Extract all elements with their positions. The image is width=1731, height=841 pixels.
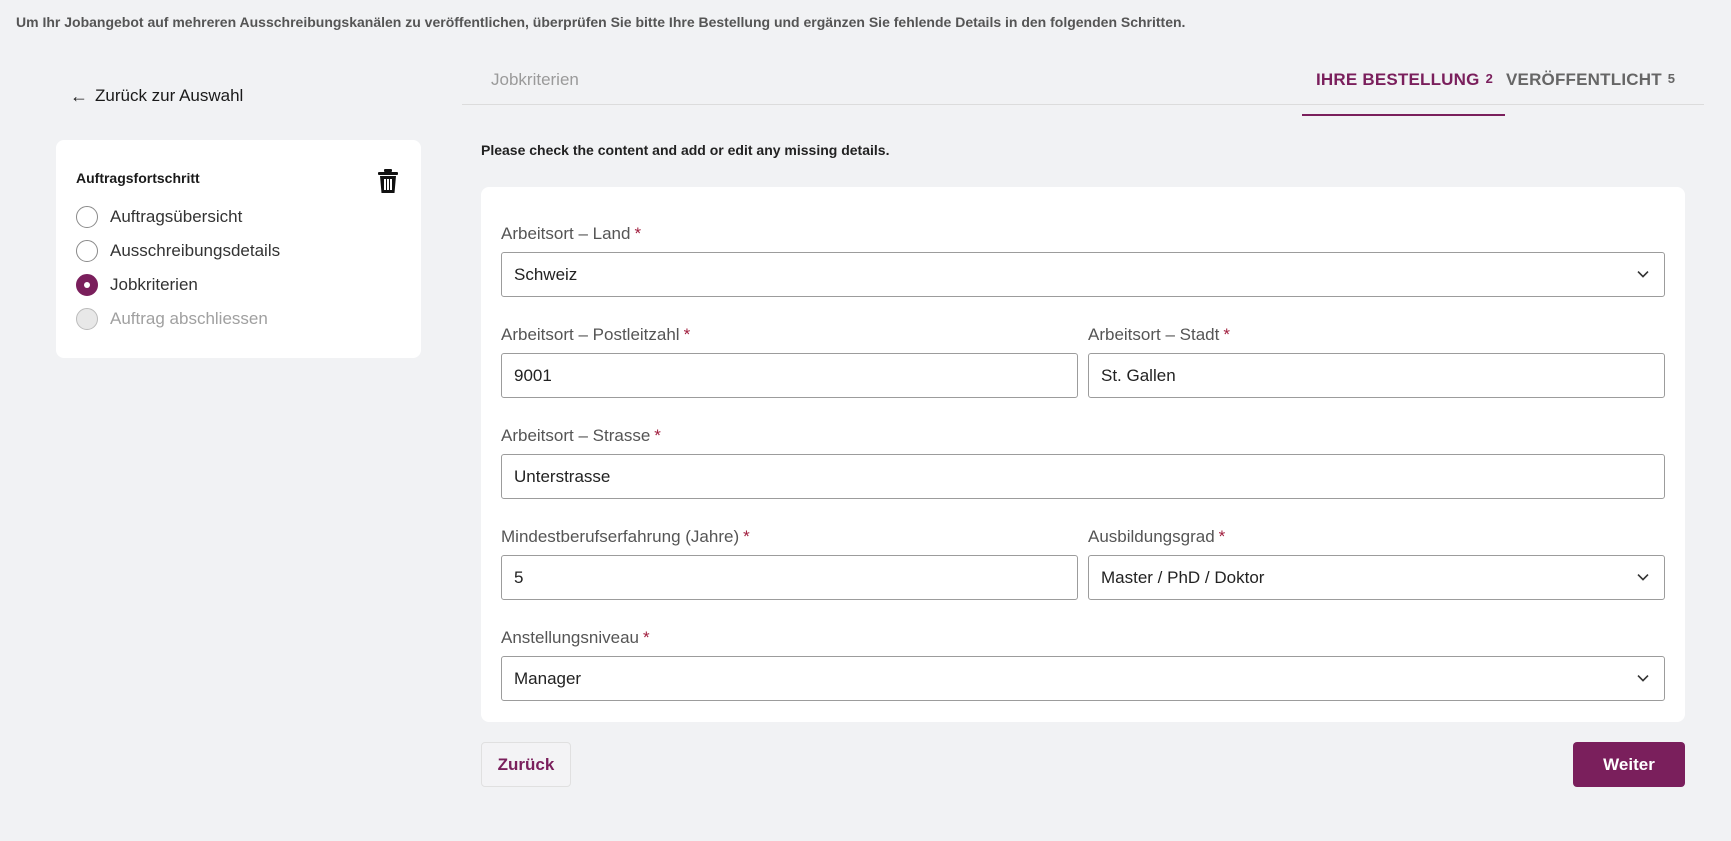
tab-published[interactable] [1506,70,1675,90]
city-value: St. Gallen [1101,365,1176,385]
step-label: Auftrag abschliessen [110,309,268,328]
experience-label: Mindestberufserfahrung (Jahre) * [501,527,750,546]
chevron-down-icon [1636,266,1650,280]
education-value: Master / PhD / Doktor [1101,567,1265,587]
step-radio [76,240,98,262]
experience-field [501,527,1078,600]
tab-label: IHRE BESTELLUNG [1316,70,1480,89]
back-link-label: Zurück zur Auswahl [95,86,244,105]
chevron-down-icon [1636,670,1650,684]
info-text: Um Ihr Jobangebot auf mehreren Ausschreibungskanälen zu veröffentlichen, überprüfen Sie bitte Ihre Bestellung und ergänzen Sie fehlende Details in den folgenden Schritten. [16,14,1186,30]
required-mark: * [683,325,691,344]
tab-your-order[interactable] [1302,70,1505,115]
trash-icon[interactable] [377,168,399,194]
city-input[interactable] [1088,353,1665,398]
level-label: Anstellungsniveau * [501,628,650,647]
education-label: Ausbildungsgrad * [1088,527,1226,546]
arrow-left-icon: ← [70,86,88,106]
country-field [501,224,1665,297]
required-mark: * [634,224,642,243]
progress-steps [76,200,401,336]
job-criteria-form [481,187,1685,722]
street-field [501,426,1665,499]
required-mark: * [1218,527,1226,546]
back-button[interactable]: Zurück [481,742,571,787]
zip-input[interactable] [501,353,1078,398]
tabs-bar [462,60,1704,105]
section-title: Jobkriterien [491,70,579,89]
zip-label: Arbeitsort – Postleitzahl * [501,325,691,344]
zip-field [501,325,1078,398]
step-posting-details[interactable] [76,234,401,268]
step-radio [76,308,98,330]
street-input[interactable] [501,454,1665,499]
order-progress-card [56,140,421,358]
step-label: Jobkriterien [110,275,198,294]
back-to-selection-link[interactable] [70,86,243,106]
step-radio [76,274,98,296]
helper-text: Please check the content and add or edit any missing details. [481,142,890,158]
progress-title: Auftragsfortschritt [76,170,200,186]
level-field [501,628,1665,701]
zip-value: 9001 [514,365,552,385]
step-order-overview[interactable] [76,200,401,234]
experience-input[interactable] [501,555,1078,600]
required-mark: * [743,527,750,546]
step-complete-order [76,302,401,336]
step-radio [76,206,98,228]
chevron-down-icon [1636,569,1650,583]
education-select[interactable] [1088,555,1665,600]
level-select[interactable] [501,656,1665,701]
tab-count: 2 [1485,71,1493,86]
required-mark: * [654,426,661,445]
tab-count: 5 [1667,71,1676,86]
step-label: Auftragsübersicht [110,207,243,226]
next-button[interactable]: Weiter [1573,742,1685,787]
tab-label: VERÖFFENTLICHT [1506,70,1662,89]
city-field [1088,325,1665,398]
step-label: Ausschreibungsdetails [110,241,281,260]
required-mark: * [1223,325,1230,344]
country-value: Schweiz [514,264,578,284]
level-value: Manager [514,668,582,688]
city-label: Arbeitsort – Stadt * [1088,325,1230,344]
step-job-criteria[interactable] [76,268,401,302]
experience-value: 5 [514,567,524,587]
required-mark: * [642,628,650,647]
country-label: Arbeitsort – Land * [501,224,642,243]
street-value: Unterstrasse [514,466,611,486]
education-field [1088,527,1665,600]
country-select[interactable] [501,252,1665,297]
street-label: Arbeitsort – Strasse * [501,426,661,445]
